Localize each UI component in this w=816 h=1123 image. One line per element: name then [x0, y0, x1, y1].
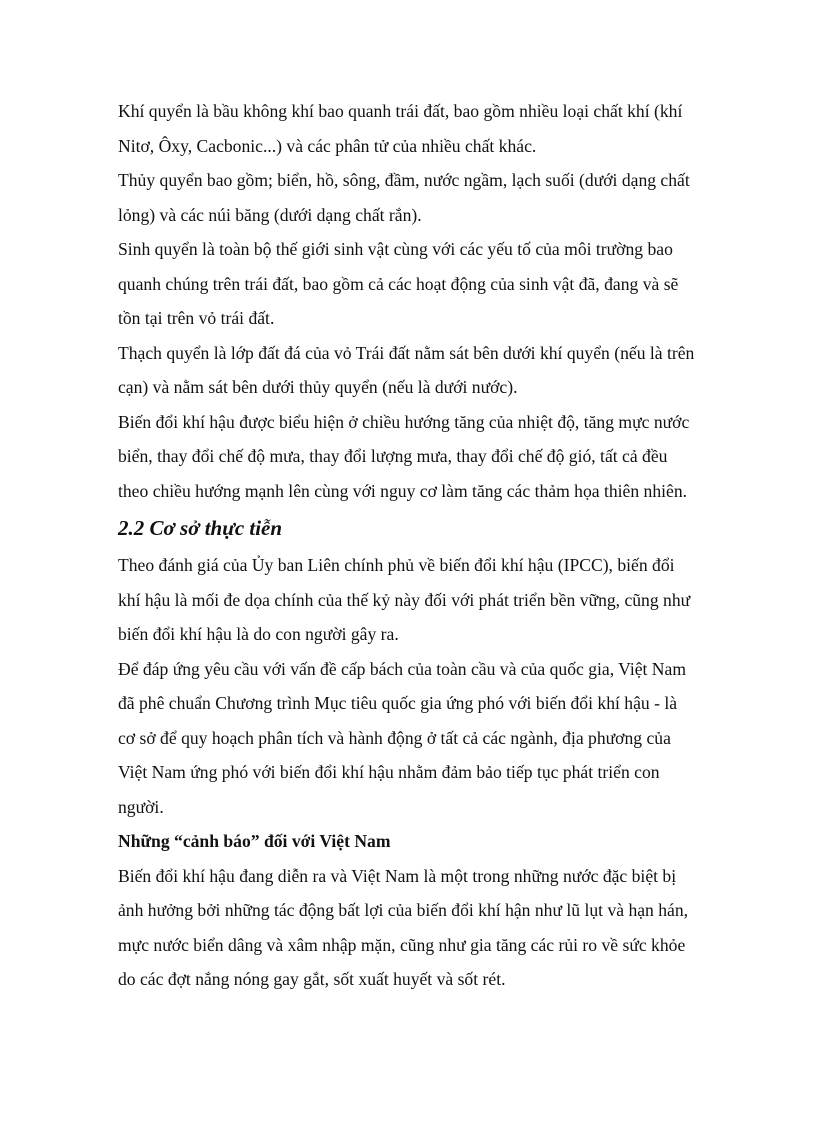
- paragraph-hydrosphere: Thủy quyển bao gồm; biển, hồ, sông, đầm, nước ngầm, lạch suối (dưới dạng chất lỏng) và các núi băng (dưới dạng chất rắn).: [118, 170, 690, 225]
- section-heading: 2.2 Cơ sở thực tiễn: [118, 516, 283, 540]
- paragraph-climate-change: Biến đổi khí hậu được biểu hiện ở chiều hướng tăng của nhiệt độ, tăng mực nước biển, thay đổi chế độ mưa, thay đổi lượng mưa, thay đổi chế độ gió, tất cả đều theo chiều hướng mạnh lên cùng với nguy cơ làm tăng các thảm họa thiên nhiên.: [118, 411, 690, 501]
- paragraph-vietnam-program: Để đáp ứng yêu cầu với vấn đề cấp bách của toàn cầu và của quốc gia, Việt Nam đã phê chuẩn Chương trình Mục tiêu quốc gia ứng phó với biến đổi khí hậu - là cơ sở để quy hoạch phân tích và hành động ở tất cả các ngành, địa phương của Việt Nam ứng phó với biến đổi khí hậu nhằm đảm bảo tiếp tục phát triển con người.: [118, 658, 687, 817]
- paragraph-ipcc: Theo đánh giá của Ủy ban Liên chính phủ về biến đổi khí hậu (IPCC), biến đổi khí hậu là mối đe dọa chính của thế kỷ này đối với phát triển bền vững, cũng như biến đổi khí hậu là do con người gây ra.: [118, 555, 691, 644]
- paragraph-lithosphere: Thạch quyển là lớp đất đá của vỏ Trái đất nằm sát bên dưới khí quyển (nếu là trên cạn) và nằm sát bên dưới thủy quyển (nếu là dưới nước).: [118, 342, 695, 397]
- paragraph-biosphere: Sinh quyển là toàn bộ thế giới sinh vật cùng với các yếu tố của môi trường bao quanh chúng trên trái đất, bao gồm cả các hoạt động của sinh vật đã, đang và sẽ tồn tại trên vỏ trái đất.: [118, 239, 679, 328]
- document-page: [118, 94, 698, 997]
- paragraph-warning: Biến đổi khí hậu đang diễn ra và Việt Nam là một trong những nước đặc biệt bị ảnh hưởng bởi những tác động bất lợi của biến đổi khí hận như lũ lụt và hạn hán, mực nước biển dâng và xâm nhập mặn, cũng như gia tăng các rủi ro về sức khỏe do các đợt nắng nóng gay gắt, sốt xuất huyết và sốt rét.: [118, 865, 689, 989]
- subheading-warnings: Những “cảnh báo” đối với Việt Nam: [118, 831, 391, 851]
- paragraph-atmosphere: Khí quyển là bầu không khí bao quanh trái đất, bao gồm nhiều loại chất khí (khí Nitơ, Ôxy, Cacbonic...) và các phân tử của nhiều chất khác.: [118, 101, 683, 156]
